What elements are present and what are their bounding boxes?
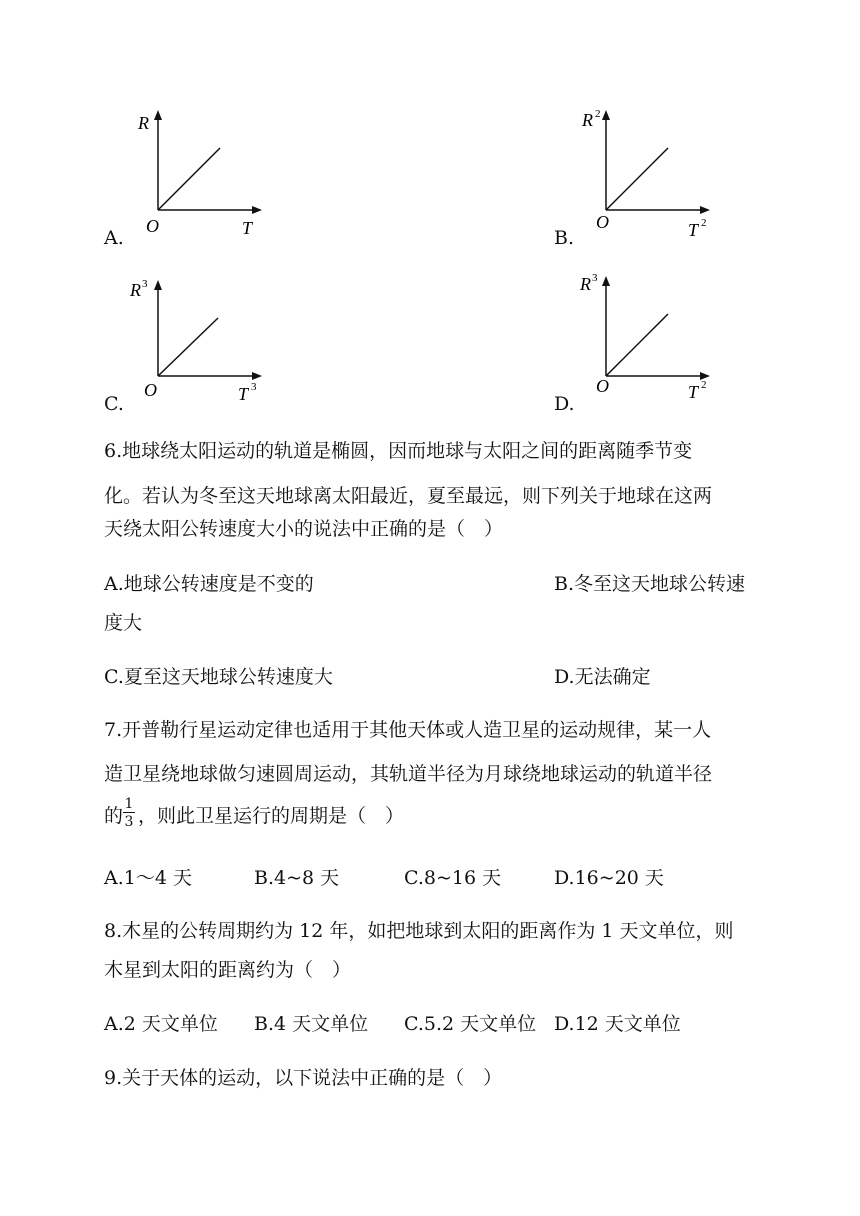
q8-option-a: A.2 天文单位 <box>104 1013 218 1035</box>
svg-text:R: R <box>580 274 591 294</box>
q6-option-b-continued: 度大 <box>104 612 143 634</box>
q7-option-d: D.16~20 天 <box>554 867 664 889</box>
svg-text:3: 3 <box>251 381 257 393</box>
q7-line-3-suffix: ，则此卫星运行的周期是（ ） <box>138 805 405 827</box>
svg-text:R: R <box>138 113 149 133</box>
q7-line-3-prefix: 的 <box>104 805 124 827</box>
svg-text:T: T <box>242 218 253 238</box>
q8-option-d: D.12 天文单位 <box>554 1013 681 1035</box>
fraction-bar <box>123 812 135 813</box>
q6-option-b: B.冬至这天地球公转速 <box>554 573 746 595</box>
svg-text:O: O <box>596 376 609 396</box>
option-a-letter: A. <box>104 227 124 249</box>
svg-text:O: O <box>144 380 157 400</box>
option-d-letter: D. <box>554 393 575 415</box>
q6-option-a: A.地球公转速度是不变的 <box>104 573 314 595</box>
svg-text:O: O <box>596 212 609 232</box>
q7-line-2: 造卫星绕地球做匀速圆周运动，其轨道半径为月球绕地球运动的轨道半径 <box>104 763 713 785</box>
q6-option-d: D.无法确定 <box>554 666 651 688</box>
svg-text:T: T <box>688 220 699 240</box>
graph-a <box>128 104 268 244</box>
q7-option-a: A.1～4 天 <box>104 867 192 889</box>
fraction-denominator: 3 <box>124 814 134 830</box>
q8-line-2: 木星到太阳的距离约为（ ） <box>104 959 352 981</box>
option-b-letter: B. <box>554 227 575 249</box>
svg-text:3: 3 <box>592 272 598 284</box>
q7-line-1: 7.开普勒行星运动定律也适用于其他天体或人造卫星的运动规律，某一人 <box>104 719 712 741</box>
graph-c <box>128 270 268 410</box>
q8-line-1: 8.木星的公转周期约为 12 年，如把地球到太阳的距离作为 1 天文单位，则 <box>104 920 734 942</box>
svg-text:3: 3 <box>142 278 148 290</box>
q9-line-1: 9.关于天体的运动，以下说法中正确的是（ ） <box>104 1067 503 1089</box>
q6-line-1: 6.地球绕太阳运动的轨道是椭圆，因而地球与太阳之间的距离随季节变 <box>104 440 693 462</box>
fraction-numerator: 1 <box>124 796 134 812</box>
svg-text:2: 2 <box>595 108 601 120</box>
q6-line-3: 天绕太阳公转速度大小的说法中正确的是（ ） <box>104 518 504 540</box>
q8-option-c: C.5.2 天文单位 <box>404 1013 537 1035</box>
q7-option-b: B.4~8 天 <box>254 867 340 889</box>
svg-text:O: O <box>146 216 159 236</box>
option-c-letter: C. <box>104 393 124 415</box>
svg-text:2: 2 <box>701 217 707 229</box>
svg-text:T: T <box>688 382 699 402</box>
q6-line-2: 化。若认为冬至这天地球离太阳最近，夏至最远，则下列关于地球在这两 <box>104 485 713 507</box>
svg-text:T: T <box>238 384 249 404</box>
graph-b <box>576 104 716 244</box>
q7-option-c: C.8~16 天 <box>404 867 502 889</box>
q8-option-b: B.4 天文单位 <box>254 1013 369 1035</box>
svg-text:R: R <box>130 280 141 300</box>
graph-d <box>576 270 716 410</box>
svg-text:R: R <box>582 110 593 130</box>
q6-option-c: C.夏至这天地球公转速度大 <box>104 666 333 688</box>
svg-text:2: 2 <box>701 379 707 391</box>
